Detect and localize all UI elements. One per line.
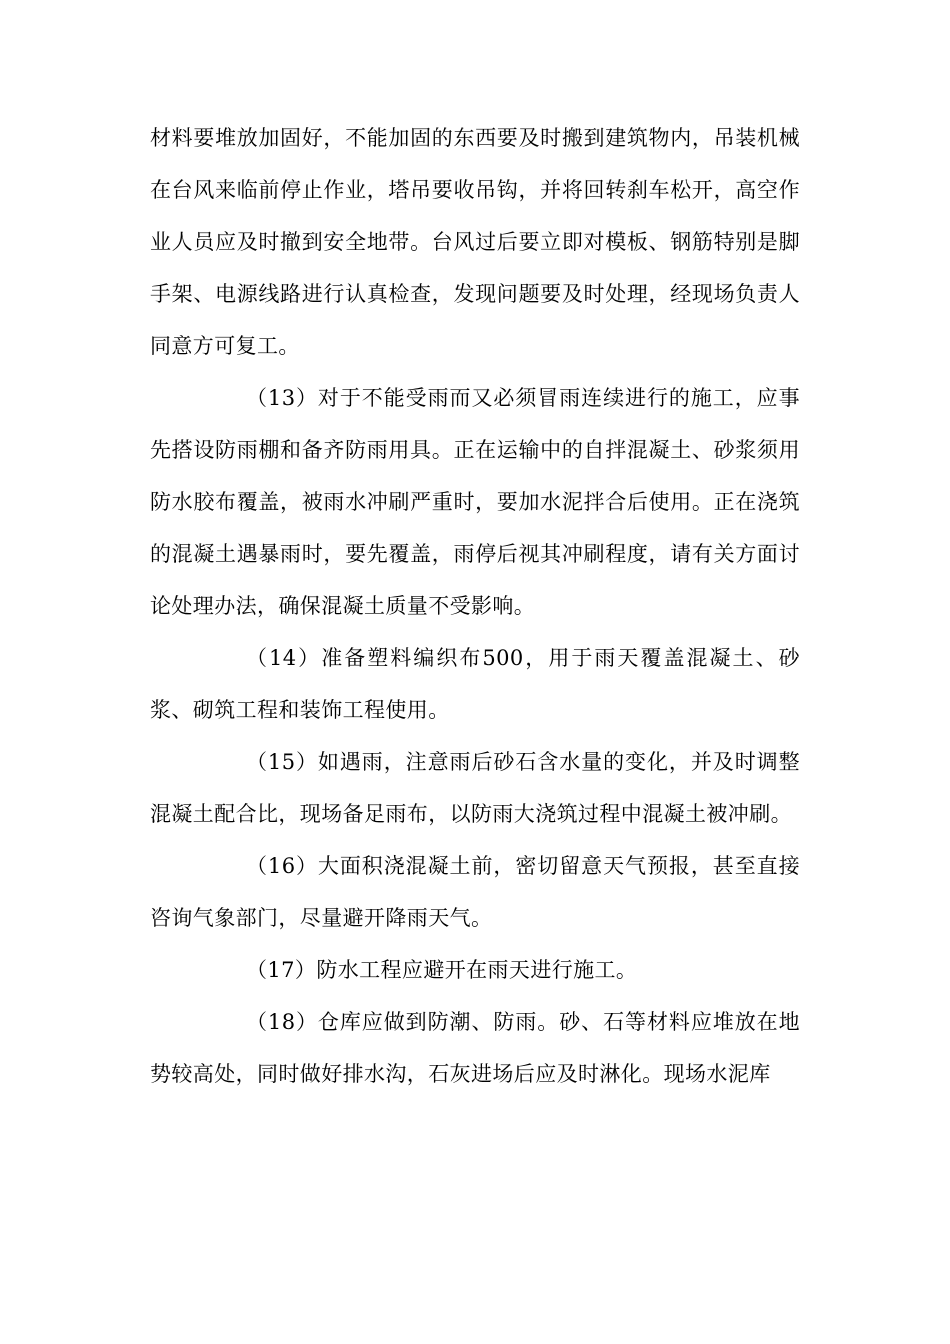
paragraph-item-17: （17）防水工程应避开在雨天进行施工。 bbox=[246, 958, 638, 982]
paragraph-item-18: （18）仓库应做到防潮、防雨。砂、石等材料应堆放在地势较高处，同时做好排水沟，石灰进场后应及时淋化。现场水泥库 bbox=[150, 1010, 800, 1086]
paragraph-item-16: （16）大面积浇混凝土前，密切留意天气预报，甚至直接咨询气象部门，尽量避开降雨天气。 bbox=[150, 854, 800, 930]
document-body bbox=[150, 112, 800, 1100]
paragraph-item-13: （13）对于不能受雨而又必须冒雨连续进行的施工，应事先搭设防雨棚和备齐防雨用具。正在运输中的自拌混凝土、砂浆须用防水胶布覆盖，被雨水冲刷严重时，要加水泥拌合后使用。正在浇筑的混凝土遇暴雨时，要先覆盖，雨停后视其冲刷程度，请有关方面讨论处理办法，确保混凝土质量不受影响。 bbox=[150, 386, 800, 618]
paragraph-item-15: （15）如遇雨，注意雨后砂石含水量的变化，并及时调整混凝土配合比，现场备足雨布，以防雨大浇筑过程中混凝土被冲刷。 bbox=[150, 750, 800, 826]
paragraph-continuation: 材料要堆放加固好，不能加固的东西要及时搬到建筑物内，吊装机械在台风来临前停止作业，塔吊要收吊钩，并将回转刹车松开，高空作业人员应及时撤到安全地带。台风过后要立即对模板、钢筋特别是脚手架、电源线路进行认真检查，发现问题要及时处理，经现场负责人同意方可复工。 bbox=[150, 126, 800, 358]
paragraph-item-14: （14）准备塑料编织布500，用于雨天覆盖混凝土、砂浆、砌筑工程和装饰工程使用。 bbox=[150, 646, 800, 722]
